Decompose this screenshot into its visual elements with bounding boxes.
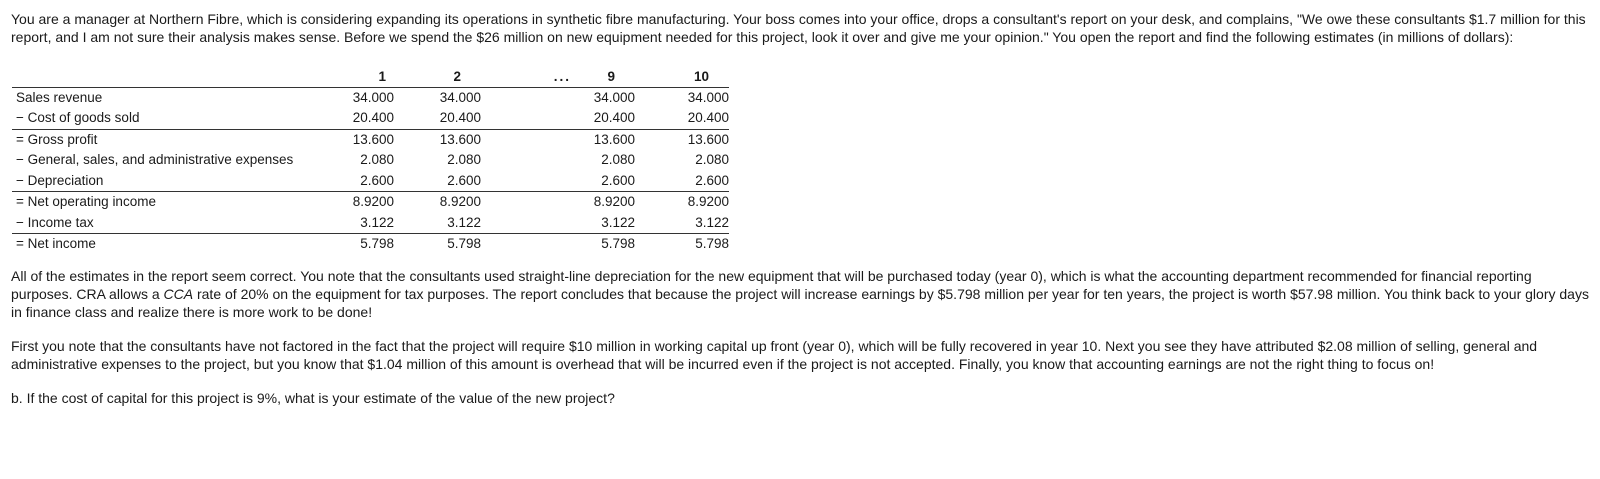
cell-ellipsis (481, 171, 571, 192)
analysis-paragraph (11, 267, 1589, 321)
cell-year-9: 13.600 (593, 131, 635, 147)
header-year-2: 2 (394, 66, 481, 87)
cell-ellipsis (481, 129, 571, 150)
cell-ellipsis (481, 192, 571, 213)
header-year-10: 10 (635, 66, 729, 87)
cell-year-1: 5.798 (360, 236, 394, 252)
row-label: − Depreciation (12, 171, 334, 192)
cell-year-9: 2.600 (571, 171, 635, 192)
cell-year-10: 3.122 (635, 213, 729, 234)
table-row (12, 192, 729, 213)
cell-ellipsis (481, 150, 571, 171)
cell-year-9: 2.080 (601, 152, 635, 168)
cell-year-1: 2.080 (360, 152, 394, 168)
cell-ellipsis (481, 108, 571, 129)
cell-year-2: 2.600 (394, 171, 481, 192)
cell-year-1: 20.400 (334, 108, 394, 129)
table-body (12, 87, 729, 255)
findings-paragraph: First you note that the consultants have not factored in the fact that the project will require $10 million in working capital up front (year 0), which will be fully recovered in year 10. Next you see they have attributed $2.08 million of selling, general and administrative expenses to the project, but you know that $1.04 million of this amount is overhead that will be incurred even if the project is not accepted. Finally, you know that accounting earnings are not the right thing to focus on! (11, 337, 1538, 372)
table-row (12, 234, 729, 255)
cell-year-1: 13.600 (352, 131, 394, 147)
analysis-text-part-1: All of the estimates in the report seem correct. You note that the consultants used straight-line depreciation for the new equipment that will be purchased today (year 0), which is what the accounting department recommended for financial reporting purposes. CRA allows a (11, 267, 1532, 302)
cell-year-10: 34.000 (687, 89, 729, 105)
problem-page (11, 10, 1589, 423)
header-blank (12, 66, 334, 87)
cell-year-2: 13.600 (439, 131, 481, 147)
analysis-text-part-2: rate of 20% on the equipment for tax purposes. The report concludes that because the project will increase earnings by $5.798 million per year for ten years, the project is worth $57.98 million. You think back to your glory days in finance class and realize there is more work to be done! (11, 285, 1589, 320)
cca-term: CCA (163, 285, 194, 302)
cell-year-9: 3.122 (571, 213, 635, 234)
cell-year-10: 2.600 (635, 171, 729, 192)
cell-year-10: 5.798 (695, 236, 729, 252)
intro-paragraph: You are a manager at Northern Fibre, which is considering expanding its operations in synthetic fibre manufacturing. Your boss comes into your office, drops a consultant's report on your desk, and complains, "We owe these consultants $1.7 million for this report, and I am not sure their analysis makes sense. Before we spend the $26 million on new equipment needed for this project, look it over and give me your opinion." You open the report and find the following estimates (in millions of dollars): (11, 11, 1586, 45)
cell-year-2: 2.080 (447, 152, 481, 168)
cell-year-2: 5.798 (447, 236, 481, 252)
cell-year-9: 20.400 (571, 108, 635, 129)
cell-year-1: 3.122 (334, 213, 394, 234)
row-label: − Income tax (12, 213, 334, 234)
row-label: = Gross profit (16, 131, 98, 147)
row-label: − Cost of goods sold (12, 108, 334, 129)
table-header-row (12, 66, 729, 87)
cell-year-10: 20.400 (635, 108, 729, 129)
row-label: Sales revenue (16, 89, 103, 105)
row-label: = Net operating income (16, 194, 156, 210)
question-text: b. If the cost of capital for this project is 9%, what is your estimate of the value of the new project? (11, 389, 615, 406)
cell-ellipsis (481, 234, 571, 255)
cell-year-2: 34.000 (439, 89, 481, 105)
header-ellipsis: ... (481, 66, 571, 87)
cell-year-1: 2.600 (334, 171, 394, 192)
table-row (12, 171, 729, 192)
table-row (12, 150, 729, 171)
cell-year-2: 20.400 (394, 108, 481, 129)
table-row (12, 87, 729, 108)
cell-year-2: 8.9200 (439, 194, 481, 210)
cell-year-10: 13.600 (687, 131, 729, 147)
income-estimates-table (12, 66, 729, 255)
cell-year-10: 2.080 (695, 152, 729, 168)
header-year-9: 9 (571, 66, 635, 87)
table-row (12, 108, 729, 129)
cell-year-2: 3.122 (394, 213, 481, 234)
cell-year-9: 34.000 (593, 89, 635, 105)
table-row (12, 129, 729, 150)
row-label: − General, sales, and administrative expenses (16, 152, 294, 168)
cell-year-10: 8.9200 (687, 194, 729, 210)
table-row (12, 213, 729, 234)
header-year-1: 1 (334, 66, 394, 87)
cell-ellipsis (481, 213, 571, 234)
cell-year-9: 8.9200 (593, 194, 635, 210)
cell-year-1: 34.000 (352, 89, 394, 105)
row-label: = Net income (16, 236, 96, 252)
cell-ellipsis (481, 87, 571, 108)
cell-year-9: 5.798 (601, 236, 635, 252)
cell-year-1: 8.9200 (352, 194, 394, 210)
